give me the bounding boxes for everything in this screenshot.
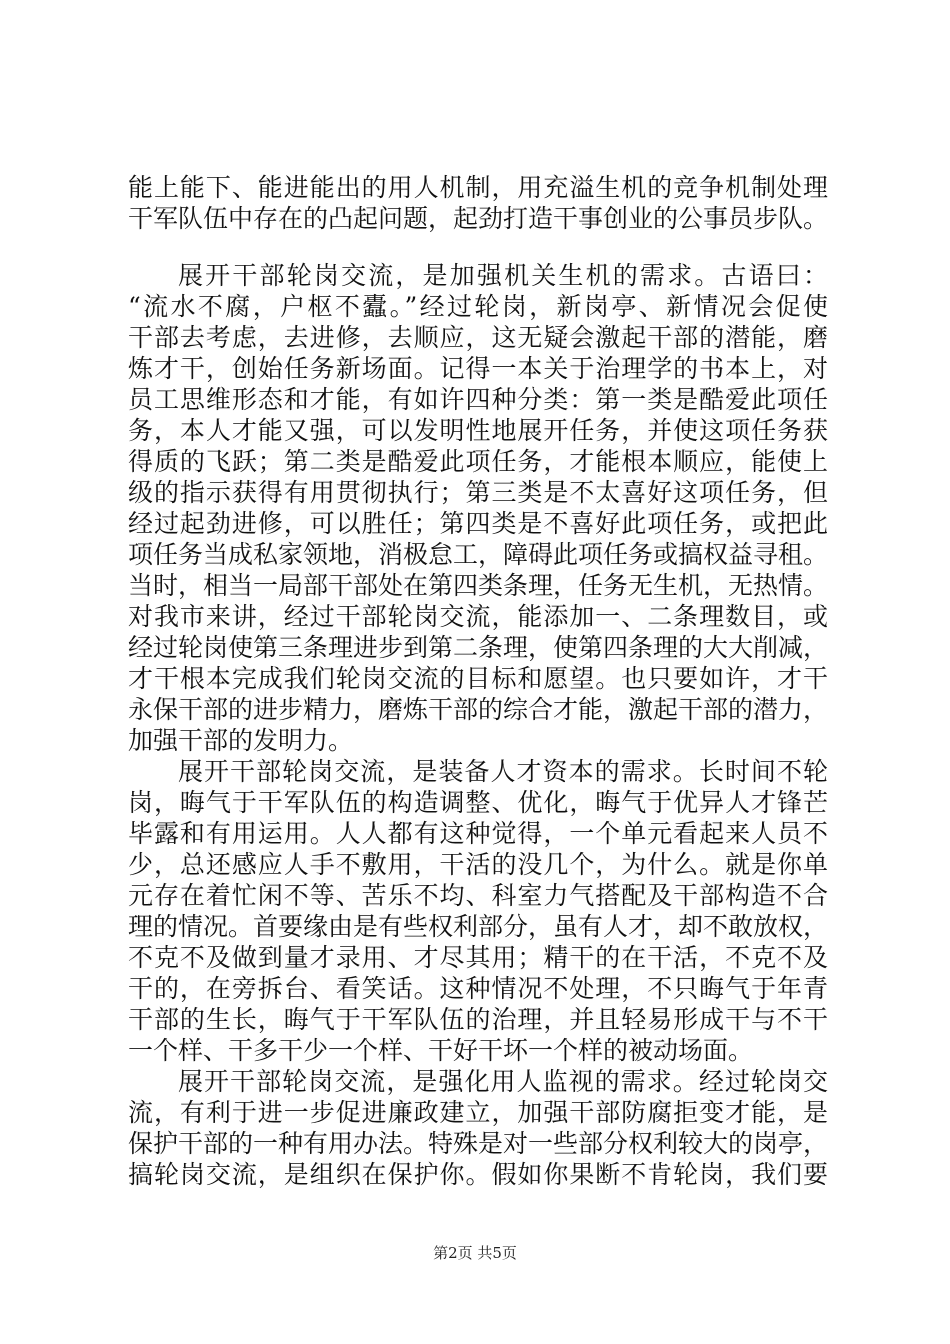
text-line: “流水不腐，户枢不蠹。”经过轮岗，新岗亭、新情况会促使 <box>128 292 828 321</box>
text-line: 员工思维形态和才能，有如许四种分类：第一类是酷爱此项任 <box>128 385 828 414</box>
text-line: 才干根本完成我们轮岗交流的目标和愿望。也只要如许，才干 <box>128 664 828 693</box>
text-line: 能上能下、能进能出的用人机制，用充溢生机的竞争机制处理 <box>128 173 828 202</box>
text-line: 搞轮岗交流，是组织在保护你。假如你果断不肯轮岗，我们要 <box>128 1160 828 1189</box>
text-line: 干部去考虑，去进修，去顺应，这无疑会激起干部的潜能，磨 <box>128 323 828 352</box>
text-line: 永保干部的进步精力，磨炼干部的综合才能，激起干部的潜力， <box>128 695 828 724</box>
text-line: 得质的飞跃；第二类是酷爱此项任务，才能根本顺应，能使上 <box>128 447 828 476</box>
text-line: 一个样、干多干少一个样、干好干坏一个样的被动场面。 <box>128 1036 754 1065</box>
text-line: 加强干部的发明力。 <box>128 726 354 755</box>
text-line: 务，本人才能又强，可以发明性地展开任务，并使这项任务获 <box>128 416 828 445</box>
text-line: 炼才干，创始任务新场面。记得一本关于治理学的书本上，对 <box>128 354 828 383</box>
text-line: 级的指示获得有用贯彻执行；第三类是不太喜好这项任务，但 <box>128 478 828 507</box>
text-line: 项任务当成私家领地，消极怠工，障碍此项任务或搞权益寻租。 <box>128 540 828 569</box>
text-line: 流，有利于进一步促进廉政建立，加强干部防腐拒变才能，是 <box>128 1098 828 1127</box>
text-line: 干部的生长，晦气于干军队伍的治理，并且轻易形成干与不干 <box>128 1005 828 1034</box>
text-line: 毕露和有用运用。人人都有这种觉得，一个单元看起来人员不 <box>128 819 828 848</box>
text-line: 经过起劲进修，可以胜任；第四类是不喜好此项任务，或把此 <box>128 509 828 538</box>
page-footer <box>0 1243 950 1263</box>
text-line: 理的情况。首要缘由是有些权利部分，虽有人才，却不敢放权， <box>128 912 828 941</box>
document-body <box>128 172 828 1190</box>
paragraph-2 <box>128 260 828 756</box>
paragraph-4 <box>128 1066 828 1190</box>
text-line: 经过轮岗使第三条理进步到第二条理，使第四条理的大大削减， <box>128 633 828 662</box>
text-line: 保护干部的一种有用办法。特殊是对一些部分权利较大的岗亭， <box>128 1129 828 1158</box>
page-number-label: 第2页 共5页 <box>433 1244 517 1262</box>
text-line: 不克不及做到量才录用、才尽其用；精干的在干活，不克不及 <box>128 943 828 972</box>
text-line: 干军队伍中存在的凸起问题，起劲打造干事创业的公事员步队。 <box>128 204 828 233</box>
text-line: 岗，晦气于干军队伍的构造调整、优化，晦气于优异人才锋芒 <box>128 788 828 817</box>
text-line: 对我市来讲，经过干部轮岗交流，能添加一、二条理数目，或 <box>128 602 828 631</box>
paragraph-1 <box>128 172 828 234</box>
text-line: 展开干部轮岗交流，是装备人才资本的需求。长时间不轮 <box>178 757 828 786</box>
text-line: 少，总还感应人手不敷用，干活的没几个，为什么。就是你单 <box>128 850 828 879</box>
text-line: 展开干部轮岗交流，是强化用人监视的需求。经过轮岗交 <box>178 1067 828 1096</box>
paragraph-3 <box>128 756 828 1066</box>
text-line: 当时，相当一局部干部处在第四类条理，任务无生机，无热情。 <box>128 571 828 600</box>
text-line: 元存在着忙闲不等、苦乐不均、科室力气搭配及干部构造不合 <box>128 881 828 910</box>
text-line: 干的，在旁拆台、看笑话。这种情况不处理，不只晦气于年青 <box>128 974 828 1003</box>
text-line: 展开干部轮岗交流，是加强机关生机的需求。古语曰： <box>178 261 828 290</box>
